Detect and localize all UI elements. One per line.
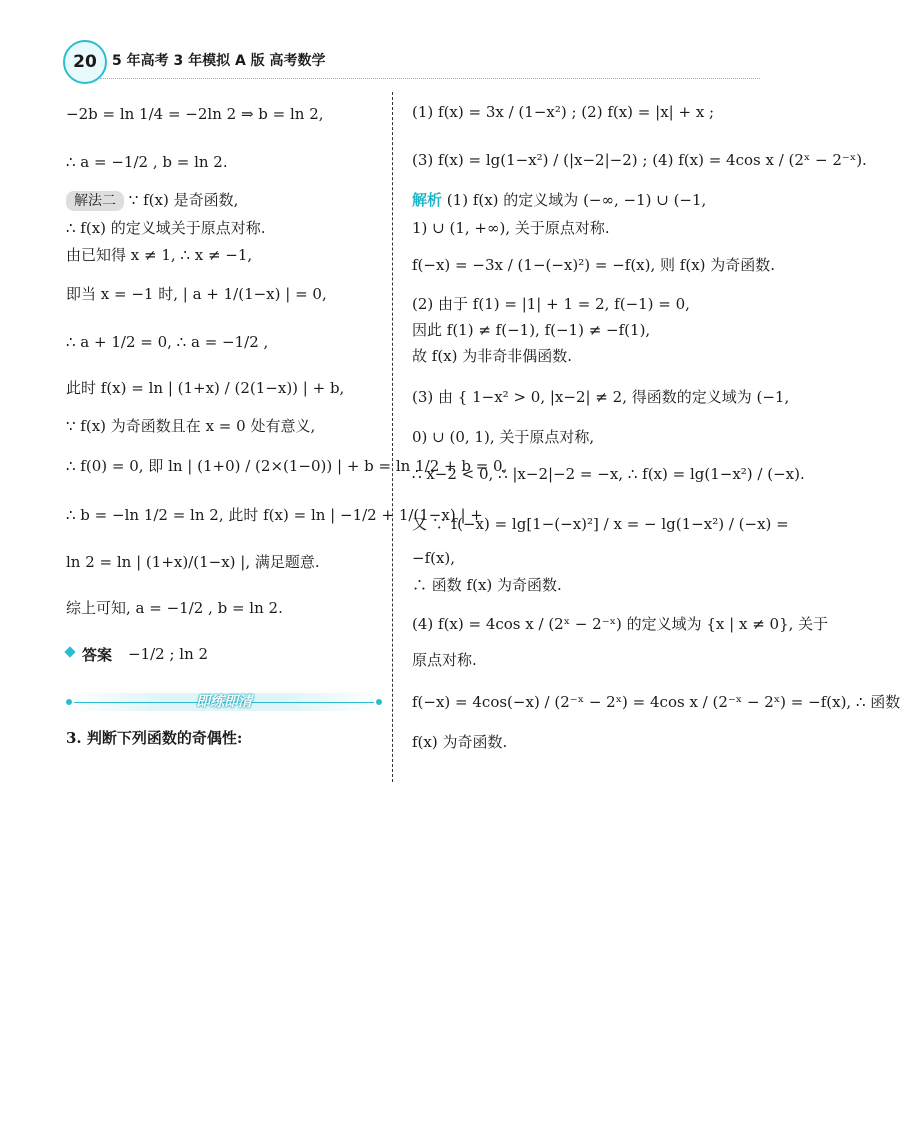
book-title: 5 年高考 3 年模拟 A 版 高考数学 (112, 53, 326, 69)
right-line-7: 因此 f(1) ≠ f(−1), f(−1) ≠ −f(1), (412, 321, 651, 339)
right-line-15: (4) f(x) = 4cos x / (2ˣ − 2⁻ˣ) 的定义域为 {x | x ≠ 0}, 关于 (412, 615, 829, 633)
left-line-9: ∵ f(x) 为奇函数且在 x = 0 处有意义, (66, 417, 316, 435)
right-line-16: 原点对称. (412, 651, 477, 669)
left-line-8: 此时 f(x) = ln | (1+x) / (2(1−x)) | + b, (66, 379, 345, 397)
left-line-13: 综上可知, a = −1/2 , b = ln 2. (66, 599, 283, 617)
left-line-2: ∴ a = −1/2 , b = ln 2. (66, 153, 228, 171)
right-line-6: (2) 由于 f(1) = |1| + 1 = 2, f(−1) = 0, (412, 295, 690, 313)
left-line-5: 由已知得 x ≠ 1, ∴ x ≠ −1, (66, 246, 253, 264)
left-line-10: ∴ f(0) = 0, 即 ln | (1+0) / (2×(1−0)) | + b = ln 1/2 + b = 0, (66, 457, 508, 475)
right-line-10: 0) ∪ (0, 1), 关于原点对称, (412, 428, 595, 446)
method-tag: 解法二 (66, 191, 124, 211)
practice-banner (66, 693, 382, 711)
right-line-13: −f(x), (412, 549, 456, 567)
right-line-5: f(−x) = −3x / (1−(−x)²) = −f(x), 则 f(x) 为奇函数. (412, 256, 776, 274)
right-line-1: (1) f(x) = 3x / (1−x²) ; (2) f(x) = |x| + x ; (412, 103, 715, 121)
left-line-1: −2b = ln 1/4 = −2ln 2 ⇒ b = ln 2, (66, 105, 324, 123)
right-line-8: 故 f(x) 为非奇非偶函数. (412, 347, 573, 365)
right-line-9: (3) 由 { 1−x² > 0, |x−2| ≠ 2, 得函数的定义域为 (−1, (412, 388, 790, 406)
left-line-11: ∴ b = −ln 1/2 = ln 2, 此时 f(x) = ln | −1/2 + 1/(1−x) | + (66, 506, 483, 524)
column-divider (392, 92, 393, 782)
right-line-4: 1) ∪ (1, +∞), 关于原点对称. (412, 219, 610, 237)
left-line-12: ln 2 = ln | (1+x)/(1−x) |, 满足题意. (66, 553, 320, 571)
left-line-3: ∵ f(x) 是奇函数, (128, 191, 239, 209)
practice-title: 即练即清 (196, 694, 252, 710)
answer-label: 答案 (82, 646, 113, 664)
right-line-12: 又 ∵ f(−x) = lg[1−(−x)²] / x = − lg(1−x²) / (−x) = (412, 515, 789, 533)
page-number: 20 (63, 40, 107, 84)
header-divider (100, 78, 760, 79)
right-line-17: f(−x) = 4cos(−x) / (2⁻ˣ − 2ˣ) = 4cos x / (2⁻ˣ − 2ˣ) = −f(x), ∴ 函数 (412, 693, 900, 711)
right-line-3: (1) f(x) 的定义域为 (−∞, −1) ∪ (−1, (446, 191, 707, 209)
analysis-tag: 解析 (412, 191, 443, 209)
answer-value: −1/2 ; ln 2 (128, 645, 209, 663)
left-line-6: 即当 x = −1 时, | a + 1/(1−x) | = 0, (66, 285, 327, 303)
answer-marker-icon (64, 646, 75, 657)
left-line-7: ∴ a + 1/2 = 0, ∴ a = −1/2 , (66, 333, 269, 351)
right-line-11: ∴ x−2 < 0, ∴ |x−2|−2 = −x, ∴ f(x) = lg(1−x²) / (−x). (412, 465, 805, 483)
right-line-14: ∴ 函数 f(x) 为奇函数. (412, 576, 562, 594)
question-3: 3. 判断下列函数的奇偶性: (66, 729, 243, 747)
left-line-4: ∴ f(x) 的定义域关于原点对称. (66, 219, 266, 237)
right-line-18: f(x) 为奇函数. (412, 733, 508, 751)
right-line-2: (3) f(x) = lg(1−x²) / (|x−2|−2) ; (4) f(x) = 4cos x / (2ˣ − 2⁻ˣ). (412, 151, 867, 169)
method-2-line (66, 190, 238, 211)
analysis-line (412, 190, 706, 210)
